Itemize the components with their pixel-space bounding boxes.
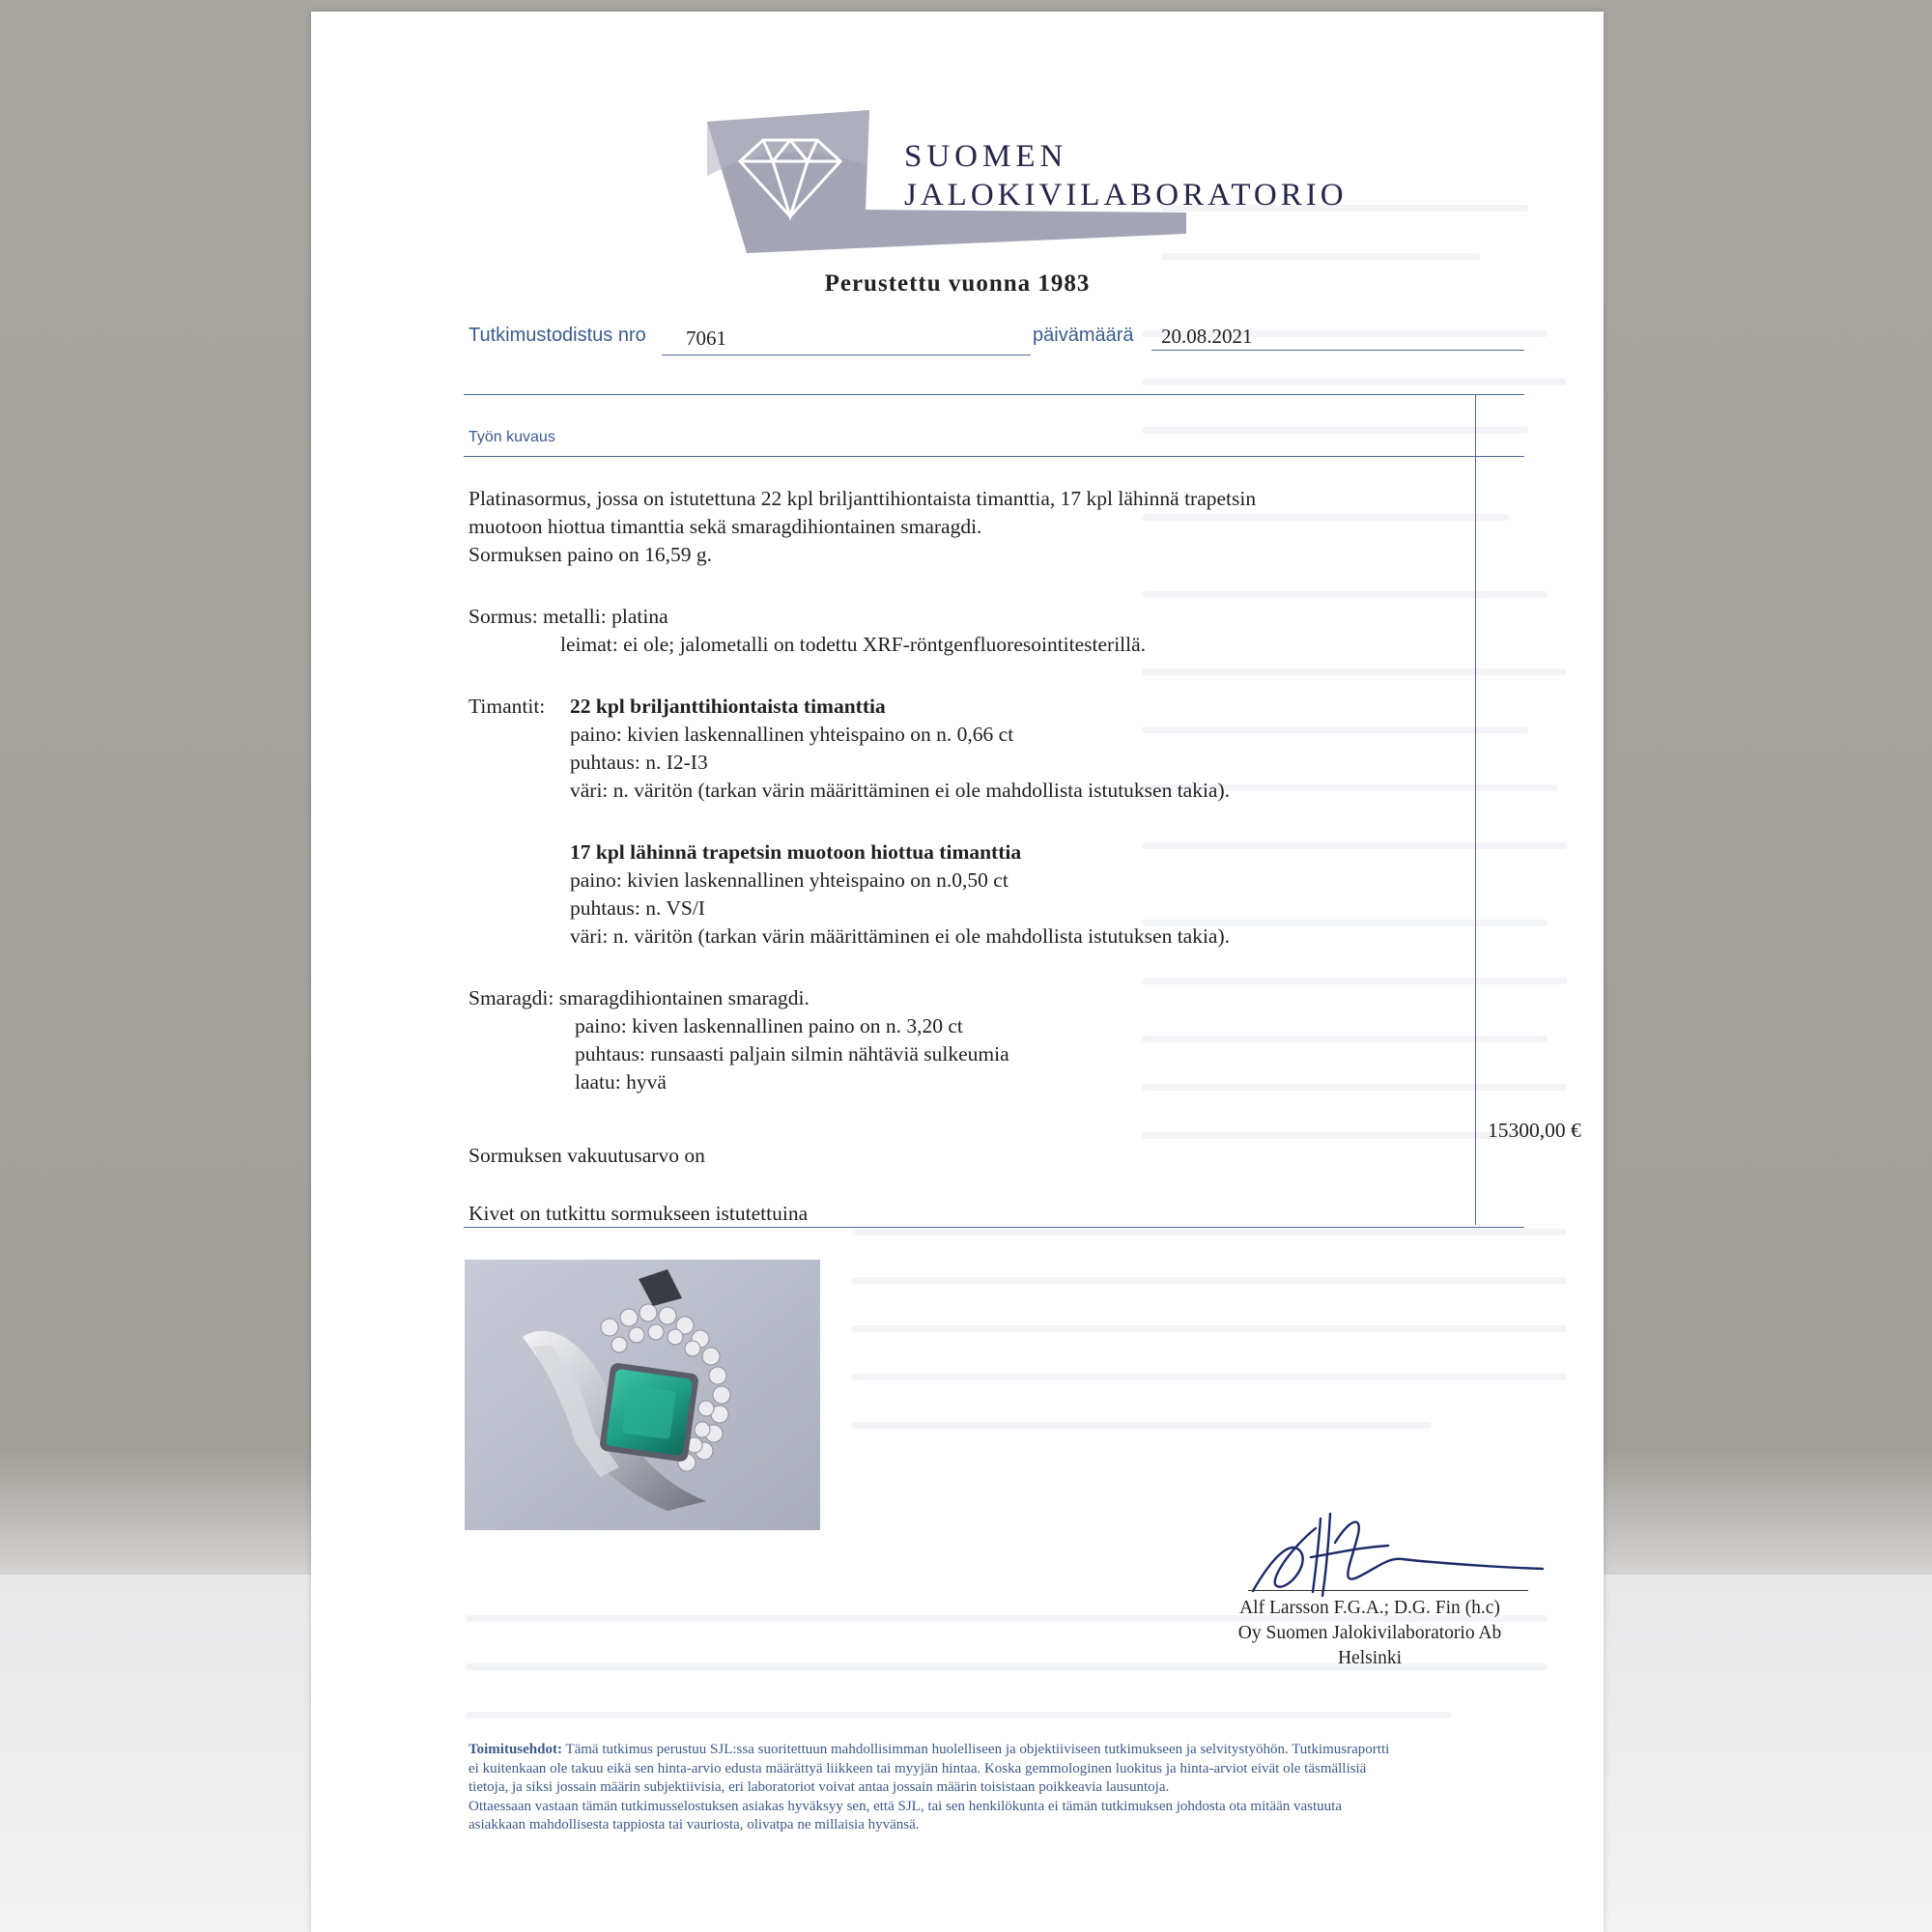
emerald-weight: paino: kiven laskennallinen paino on n. 3,20 ct (575, 1014, 963, 1037)
ring-hallmarks: leimat: ei ole; jalometalli on todettu XRF-röntgenfluoresointitesterillä. (560, 633, 1147, 656)
terms-line-1 (469, 1741, 1589, 1760)
intro-line-1: Platinasormus, jossa on istutettuna 22 kpl briljanttihiontaista timanttia, 17 kpl lähinnä trapetsin (469, 487, 1257, 510)
diamonds-group-1-color: väri: n. väritön (tarkan värin määrittäminen ei ole mahdollista istutuksen takia). (570, 779, 1231, 802)
terms-text-1: Tämä tutkimus perustuu SJL:ssa suoritettuun mahdollisimman huolelliseen ja objektiiviseen tutkimukseen ja selvitystyöhön. Tutkimusraportti (561, 1742, 1390, 1757)
box-heading-rule (464, 456, 1524, 457)
intro-line-2: muotoon hiottua timanttia sekä smaragdihiontainen smaragdi. (469, 515, 982, 538)
date-label: päivämäärä (1033, 325, 1134, 346)
terms-line-4: Ottaessaan vastaan tämän tutkimusselostuksen asiakas hyväksyy sen, että SJL, tai sen henkilökunta ei tämän tutkimuksen johdosta ota mitään vastuuta (469, 1798, 1342, 1814)
box-bottom-rule (464, 1227, 1524, 1228)
signer-city: Helsinki (1337, 1648, 1403, 1668)
terms-title: Toimitusehdot: (469, 1742, 562, 1757)
diamonds-group-2-title: 17 kpl lähinnä trapetsin muotoon hiottua timanttia (570, 840, 1022, 864)
stones-note: Kivet on tutkittu sormukseen istutettuina (469, 1202, 809, 1225)
description-heading: Työn kuvaus (469, 429, 555, 445)
diamonds-group-2-color: väri: n. väritön (tarkan värin määrittäminen ei ole mahdollista istutuksen takia). (570, 924, 1231, 948)
diamonds-group-1-weight: paino: kivien laskennallinen yhteispaino on n. 0,66 ct (570, 723, 1014, 746)
diamonds-group-2-clarity: puhtaus: n. VS/I (570, 896, 705, 920)
certificate-date: 20.08.2021 (1161, 325, 1253, 348)
emerald-description: Smaragdi: smaragdihiontainen smaragdi. (469, 986, 810, 1009)
signer-name: Alf Larsson F.G.A.; D.G. Fin (h.c) (1239, 1598, 1500, 1618)
ring-metal: Sormus: metalli: platina (469, 605, 668, 628)
insurance-value: 15300,00 € (1488, 1119, 1581, 1142)
signature-line (1248, 1590, 1528, 1591)
box-right-rule (1475, 394, 1476, 1225)
terms-line-5: asiakkaan mahdollisesta tappiosta tai vauriosta, olivatpa ne millaisia hyvänsä. (469, 1817, 920, 1833)
ring-illustration (465, 1260, 820, 1530)
diamonds-group-1-clarity: puhtaus: n. I2-I3 (570, 751, 708, 774)
insurance-label: Sormuksen vakuutusarvo on (469, 1144, 705, 1167)
certificate-number: 7061 (686, 327, 726, 350)
logo-line-1: SUOMEN (904, 139, 1068, 174)
diamonds-label: Timantit: (469, 695, 546, 718)
handwritten-signature (1234, 1499, 1552, 1601)
terms-line-2: ei kuitenkaan ole takuu eikä sen hinta-arvio edusta määrättyä liikkeen tai myyjän hintaa. Koska gemmologinen luokitus ja hinta-arviot eivät ole täsmällisiä (469, 1760, 1367, 1776)
certificate-number-label: Tutkimustodistus nro (469, 325, 646, 346)
logo-line-2: JALOKIVILABORATORIO (904, 178, 1348, 213)
terms-of-delivery (469, 1741, 1589, 1835)
terms-line-3: tietoja, ja siksi jossain määrin subjektiivisia, eri laboratoriot voivat antaa jossain määrin toisistaan poikkeavia lausuntoja. (469, 1779, 1170, 1795)
diamonds-group-2-weight: paino: kivien laskennallinen yhteispaino on n.0,50 ct (570, 868, 1009, 892)
founded-subtitle: Perustettu vuonna 1983 (824, 270, 1091, 297)
diamonds-group-1-title: 22 kpl briljanttihiontaista timanttia (570, 695, 886, 718)
certificate-document (311, 12, 1604, 1932)
ring-photo (465, 1260, 820, 1530)
emerald-clarity: puhtaus: runsaasti paljain silmin nähtäviä sulkeumia (575, 1042, 1009, 1065)
signer-company: Oy Suomen Jalokivilaboratorio Ab (1237, 1623, 1502, 1643)
date-underline (1151, 350, 1524, 351)
box-top-rule (464, 394, 1524, 395)
ring-weight: Sormuksen paino on 16,59 g. (469, 543, 713, 566)
emerald-quality: laatu: hyvä (575, 1070, 667, 1094)
